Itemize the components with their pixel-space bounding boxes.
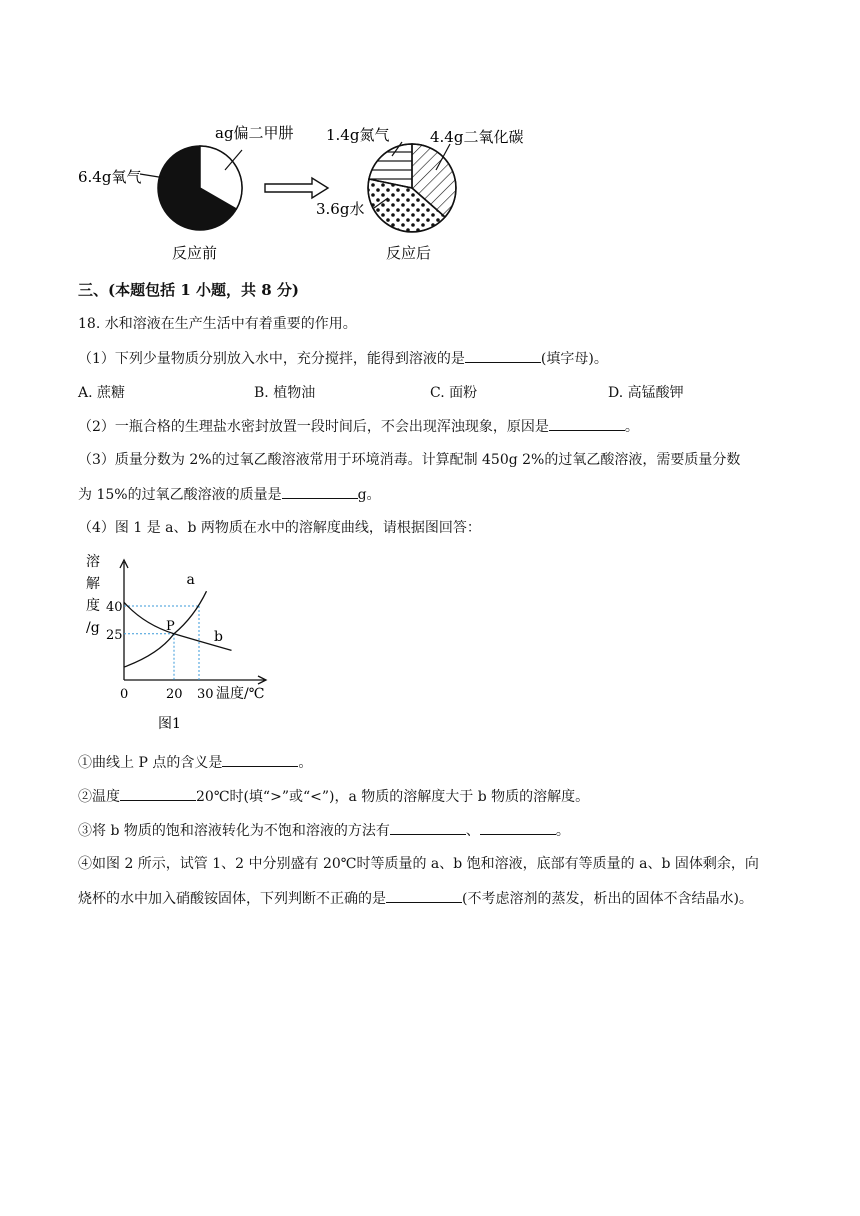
series-a-label: a	[186, 571, 195, 588]
x-tick-label: 30	[197, 687, 214, 702]
sub-question-3: ③将 b 物质的饱和溶液转化为不饱和溶液的方法有 、 。	[78, 820, 570, 841]
sub-question-1: ①曲线上 P 点的含义是 。	[78, 752, 312, 773]
x-tick-label: 0	[120, 687, 129, 702]
answer-blank[interactable]	[282, 484, 358, 499]
question-part-4: （4）图 1 是 a、b 两物质在水中的溶解度曲线，请根据图回答：	[78, 520, 481, 536]
figure-caption: 图1	[158, 716, 181, 732]
label-oxygen: 6.4g氧气	[78, 168, 142, 186]
question-part-3-line2: 为 15%的过氧乙酸溶液的质量是 g。	[78, 484, 381, 505]
label-water: 3.6g水	[316, 200, 365, 218]
label-after: 反应后	[386, 244, 432, 262]
reaction-pie-figure	[70, 112, 550, 272]
series-b-label: b	[214, 629, 223, 646]
y-axis-label: 溶	[86, 554, 100, 570]
label-before: 反应前	[172, 244, 218, 262]
question-part-3-line1: （3）质量分数为 2%的过氧乙酸溶液常用于环境消毒。计算配制 450g 2%的过氧乙酸溶液，需要质量分数	[78, 452, 741, 468]
y-tick-label: 25	[106, 627, 123, 643]
label-co2: 4.4g二氧化碳	[430, 128, 524, 146]
x-axis-label: 温度/℃	[216, 686, 265, 702]
question-part-2: （2）一瓶合格的生理盐水密封放置一段时间后，不会出现浑浊现象，原因是 。	[78, 416, 639, 437]
option-a: A. 蔗糖	[78, 385, 126, 401]
sub-question-4-line1: ④如图 2 所示，试管 1、2 中分别盛有 20℃时等质量的 a、b 饱和溶液，底部有等质量的 a、b 固体剩余，向	[78, 856, 759, 872]
pie-before	[78, 124, 294, 262]
y-axis-label: /g	[86, 620, 100, 636]
x-tick-label: 20	[166, 687, 183, 702]
point-p-label: P	[166, 618, 175, 634]
pie-after	[316, 126, 523, 262]
y-tick-label: 40	[106, 600, 123, 615]
label-fuel: ag偏二甲肼	[215, 124, 294, 142]
answer-blank[interactable]	[465, 348, 541, 363]
y-axis-label: 度	[86, 598, 100, 614]
answer-blank[interactable]	[386, 888, 462, 903]
section-heading: 三、(本题包括 1 小题，共 8 分)	[78, 281, 299, 299]
y-axis-label: 解	[86, 576, 100, 592]
answer-blank[interactable]	[390, 820, 466, 835]
answer-blank[interactable]	[222, 752, 298, 767]
question-stem: 18. 水和溶液在生产生活中有着重要的作用。	[78, 316, 357, 332]
arrow-icon	[265, 178, 328, 198]
option-b: B. 植物油	[254, 385, 316, 401]
solubility-chart	[78, 548, 278, 738]
option-c: C. 面粉	[430, 385, 478, 401]
option-d: D. 高锰酸钾	[608, 385, 684, 401]
answer-blank[interactable]	[120, 786, 196, 801]
label-nitrogen: 1.4g氮气	[326, 126, 390, 144]
answer-blank[interactable]	[480, 820, 556, 835]
sub-question-2: ②温度 20℃时(填“>”或“<”)，a 物质的溶解度大于 b 物质的溶解度。	[78, 786, 589, 807]
question-part-1: （1）下列少量物质分别放入水中，充分搅拌，能得到溶液的是 (填字母)。	[78, 348, 608, 369]
sub-question-4-line2: 烧杯的水中加入硝酸铵固体，下列判断不正确的是 (不考虑溶剂的蒸发，析出的固体不含结晶水)。	[78, 888, 753, 909]
answer-blank[interactable]	[549, 416, 625, 431]
